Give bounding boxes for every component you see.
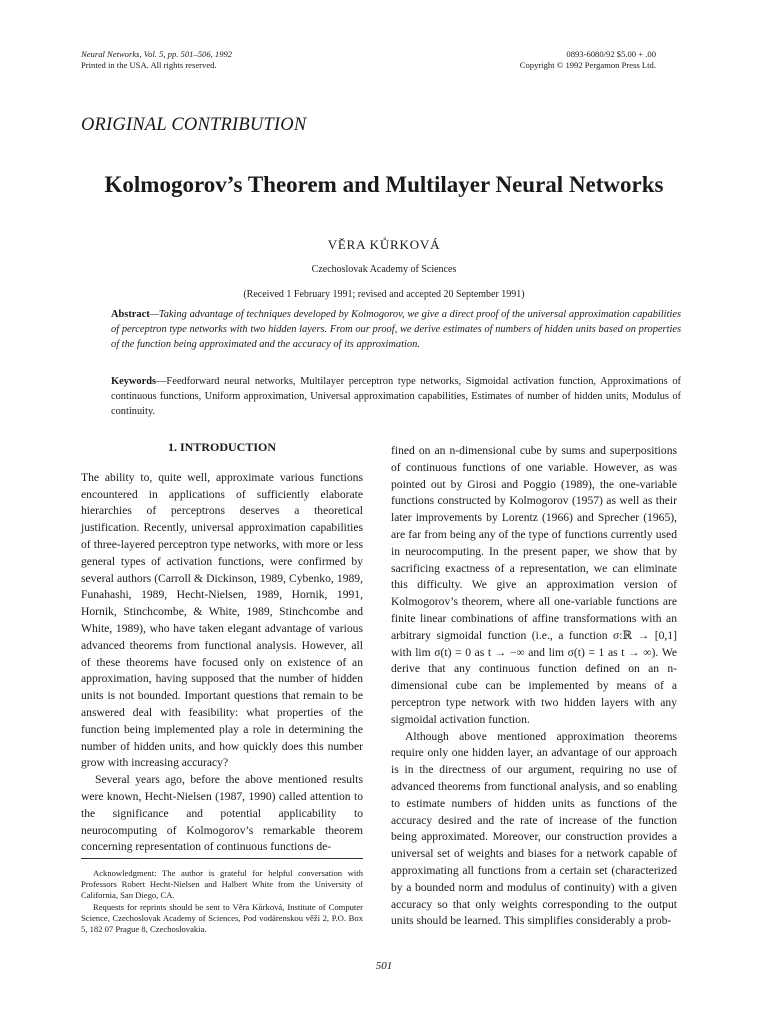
paragraph: The ability to, quite well, approximate various functions encountered in applications of sufficiently elaborate hierarchies of perceptrons deserves a theoretical justification. Recently, universal approximation capabilities of three-layered perceptron type networks, with more or less general types of activation functions, were confirmed by several authors (Carroll & Dickinson, 1989, Cybenko, 1989, Funahashi, 1989, Hecht-Nielsen, 1989, Hornik, 1991, Hornik, Stinchcombe, & White, 1989, Stinchcombe and White, 1989), who have taken elegant advantage of various advanced theorems from functional analysis. However, all of these theorems have focused only on existence of an approximation, having supposed that the number of hidden units is not bounded. Important questions that remain to be answered deal with feasibility: what properties of the function being implemented play a role in determining the number of hidden units, and how quickly does this number grow with increasing accuracy?: [81, 470, 363, 770]
abstract-text: —Taking advantage of techniques developed by Kolmogorov, we give a direct proof of the universal approximation capabilities of perceptron type networks with two hidden layers. From our proof, we derive estimates of numbers of hidden units based on properties of the function being approximated and the accuracy of its approximation.: [111, 309, 681, 350]
paragraph: fined on an n-dimensional cube by sums and superpositions of continuous functions of one variable. However, as was pointed out by Girosi and Poggio (1989), the one-variable functions constructed by Kolmogorov (1957) as well as their later improvements by Lorentz (1966) and Sprecher (1965), are far from being any of the type of functions currently used in neurocomputing. In the present paper, we show that by sacrificing exactness of a representation, we can eliminate this difficulty. We give an approximation version of Kolmogorov’s theorem, where all one-variable functions are finite linear combinations of affine transformations with an arbitrary sigmoidal function (i.e., a function σ:ℝ → [0,1] with lim σ(t) = 0 as t → −∞ and lim σ(t) = 1 as t → ∞). We derive that any continuous function defined on an n-dimensional cube can be implemented by means of a perceptron type network with two hidden layers with any sigmoidal activation function.: [391, 444, 677, 726]
section-type: ORIGINAL CONTRIBUTION: [81, 115, 307, 135]
copyright-notice: Copyright © 1992 Pergamon Press Ltd.: [519, 60, 656, 70]
section-heading-introduction: 1. INTRODUCTION: [167, 440, 276, 454]
paper-title: Kolmogorov’s Theorem and Multilayer Neural Networks: [104, 172, 664, 197]
footnote-divider: [81, 858, 363, 859]
keywords: [111, 374, 681, 419]
keywords-text: —Feedforward neural networks, Multilayer perceptron type networks, Sigmoidal activation function, Approximations of continuous functions, Uniform approximation, Universal approximation capabilities, Estimates of number of hidden units, Modulus of continuity.: [111, 376, 681, 417]
page-number: 501: [375, 960, 393, 972]
received-dates: (Received 1 February 1991; revised and accepted 20 September 1991): [243, 289, 525, 300]
paragraph: Several years ago, before the above mentioned results were known, Hecht-Nielsen (1987, 1990) called attention to the significance and potential applicability to neurocomputing of Kolmogorov’s remarkable theorem concerning representation of continuous functions de-: [81, 773, 363, 854]
author-affiliation: Czechoslovak Academy of Sciences: [311, 264, 457, 275]
issn-price: 0893-6080/92 $5.00 + .00: [566, 49, 656, 59]
left-column: [81, 440, 363, 856]
footnote-reprints: Requests for reprints should be sent to Věra Kůrková, Institute of Computer Science, Czechoslovak Academy of Sciences, Pod vodárenskou věží 2, P.O. Box 5, 182 07 Prague 8, Czechoslovakia.: [81, 901, 363, 935]
abstract: [111, 307, 681, 352]
right-column: [391, 443, 677, 930]
print-notice: Printed in the USA. All rights reserved.: [81, 60, 217, 70]
journal-citation-line: Neural Networks, Vol. 5, pp. 501–506, 1992: [81, 49, 233, 59]
journal-citation: [81, 49, 381, 71]
footnote-acknowledgment: Acknowledgment: The author is grateful for helpful conversation with Professors Robert Hecht-Nielsen and Halbert White from the University of California, San Diego, CA.: [81, 868, 363, 901]
abstract-label: Abstract: [111, 309, 150, 320]
paragraph: Although above mentioned approximation theorems require only one hidden layer, an advantage of our approach is in the directness of our argument, requiring no use of advanced theorems from functional analysis, and so enabling to estimate numbers of hidden units as functions of the accuracy desired and the rate of increase of the function being approximated. Moreover, our construction provides a universal set of weights and biases for a network capable of approximating all functions from a certain set (characterized by a bounded norm and modulus of continuity) with a given accuracy so that only weights corresponding to the output units should be learned. This simplifies considerably a prob-: [391, 729, 677, 928]
author-name: VĚRA KŮRKOVÁ: [327, 237, 441, 252]
copyright-block: [356, 49, 656, 71]
footnotes: [81, 868, 363, 935]
keywords-label: Keywords: [111, 376, 157, 387]
